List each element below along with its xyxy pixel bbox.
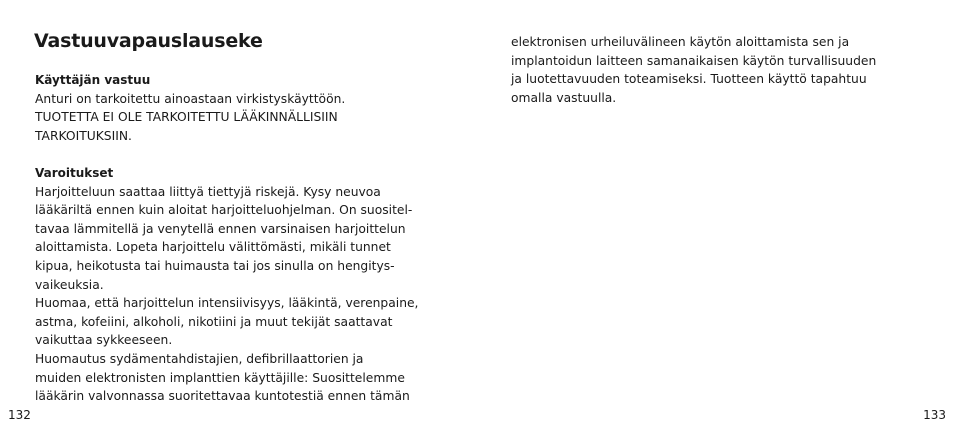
- left-text-column: [35, 71, 455, 406]
- right-text-column: [511, 33, 931, 107]
- text-line: Harjoitteluun saattaa liittyä tiettyjä riskejä. Kysy neuvoa: [35, 184, 381, 199]
- section-heading: Varoitukset: [35, 165, 114, 180]
- text-line: ja luotettavuuden toteamiseksi. Tuotteen käyttö tapahtuu: [511, 72, 867, 87]
- text-line: Huomautus sydämentahdistajien, defibrillaattorien ja: [35, 351, 364, 366]
- text-line: TUOTETTA EI OLE TARKOITETTU LÄÄKINNÄLLISIIN: [35, 110, 338, 125]
- page-title: Vastuuvapauslauseke: [34, 30, 263, 52]
- text-line: muiden elektronisten implanttien käyttäjille: Suosittelemme: [35, 370, 405, 385]
- section-warnings: [35, 164, 455, 406]
- page-number-left: 132: [8, 408, 31, 422]
- text-line: vaikuttaa sykkeeseen.: [35, 333, 173, 348]
- text-line: lääkäriltä ennen kuin aloitat harjoitteluohjelman. On suositel-: [35, 203, 413, 218]
- text-line: astma, kofeiini, alkoholi, nikotiini ja muut tekijät saattavat: [35, 314, 393, 329]
- text-line: lääkärin valvonnassa suoritettavaa kuntotestiä ennen tämän: [35, 389, 410, 404]
- text-line: vaikeuksia.: [35, 277, 104, 292]
- text-line: aloittamista. Lopeta harjoittelu välittömästi, mikäli tunnet: [35, 240, 391, 255]
- text-line: Anturi on tarkoitettu ainoastaan virkistyskäyttöön.: [35, 91, 346, 106]
- text-line: implantoidun laitteen samanaikaisen käytön turvallisuuden: [511, 53, 877, 68]
- text-line: Huomaa, että harjoittelun intensiivisyys, lääkintä, verenpaine,: [35, 296, 419, 311]
- text-line: kipua, heikotusta tai huimausta tai jos sinulla on hengitys-: [35, 258, 395, 273]
- text-line: TARKOITUKSIIN.: [35, 128, 132, 143]
- section-user-responsibility: [35, 71, 455, 145]
- section-heading: Käyttäjän vastuu: [35, 73, 151, 87]
- text-line: tavaa lämmitellä ja venytellä ennen varsinaisen harjoittelun: [35, 221, 406, 236]
- page-number-right: 133: [923, 408, 946, 422]
- text-line: elektronisen urheiluvälineen käytön aloittamista sen ja: [511, 35, 850, 49]
- text-line: omalla vastuulla.: [511, 90, 617, 105]
- right-page: [477, 0, 954, 434]
